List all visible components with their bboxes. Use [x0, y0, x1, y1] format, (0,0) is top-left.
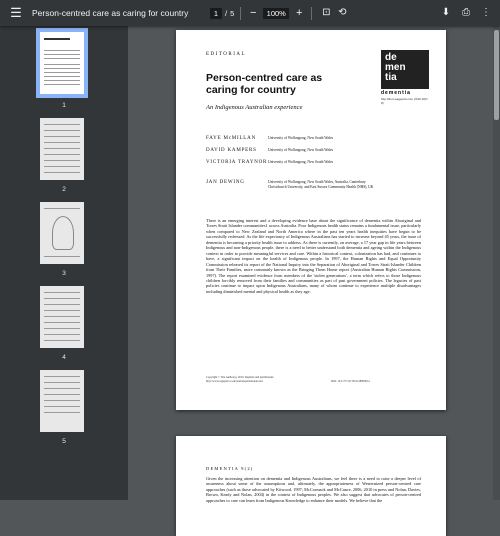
page-thumbnail-4[interactable]	[40, 286, 84, 348]
page-thumbnail-3[interactable]	[40, 202, 84, 264]
journal-name: dementia	[381, 90, 411, 96]
page-thumbnail-5[interactable]	[40, 370, 84, 432]
author-name: JAN DEWING	[206, 180, 245, 185]
document-title: Person-centred care as caring for country	[32, 8, 189, 18]
more-options-icon[interactable]: ⋮	[481, 7, 491, 18]
menu-icon[interactable]: ☰	[10, 5, 22, 20]
rotate-icon[interactable]: ⟲	[338, 7, 347, 18]
page-number-input[interactable]	[210, 8, 222, 19]
article-body: Given the increasing attention on dementia and Indigenous Australians, we feel there is a need to raise a deeper level of awareness about some of the assumptions and, ultimately, the appropriateness of Westernized person-centred care approaches (such as those advocated by Kitwood, 1997; McCormack and McCance, 2006, 2010 in press and Nolan, Davies, Brown, Keady and Nolan, 2004) in the context of Indigenous peoples. We also suggest that advocates of person-centred approaches to care can learn from Indigenous Knowledge to enhance their models. We believe that the	[206, 476, 421, 503]
author-affiliation: University of Wollongong, New South Wales	[268, 160, 333, 164]
page-indicator	[210, 8, 234, 19]
zoom-in-button[interactable]: +	[296, 7, 303, 19]
article-body: There is an emerging interest and a developing evidence base about the significance of dementia within Aboriginal and Torres Strait Islander communities1 across Australia. Poor Indigenous health status remains a fundamental issue, particularly when compared to New Zealand and North America where in the past ten years health inequities have begun to be successfully redressed. As the life expectancy of Indigenous Australians has started to increase beyond 45 years, the issue of dementia is becoming a priority health issue to address. As there is currently, on average, a 17 year gap in life years between Indigenous and non-Indigenous people, there is a need to better understand both dementia and ageing within the Indigenous context in order to provide meaningful services and care. Within a historical context, colonization has had, and continues to have, a significant impact on the health of Indigenous people. In 1997, the Human Rights and Equal Opportunity Commission released its report of the National Inquiry into the Separation of Aboriginal and Torres Strait Islander Children from Their Families, more commonly known as the Bringing Them Home report (Australian Human Rights Commission, 1997). The report examined evidence from members of the 'stolen generations', a term which refers to those Indigenous children forcibly removed from their families and communities as part of past government policies. The legacies of past policies continue to impact upon Indigenous Australians, many of whom continue to experience multiple disadvantages including diminished mental and physical health as they age.	[206, 218, 421, 294]
section-label: EDITORIAL	[206, 52, 247, 57]
pdf-toolbar	[0, 0, 500, 26]
zoom-input[interactable]	[263, 8, 289, 19]
author-name: DAVID KAMPERS	[206, 148, 257, 153]
article-subtitle: An Indigenous Australian experience	[206, 104, 303, 111]
journal-meta: http://dem.sagepub.com 2019 18(7-8)	[381, 97, 429, 105]
logo-text: de	[385, 52, 397, 63]
article-title: Person-centred care as caring for country	[206, 72, 323, 96]
figure-shape	[52, 216, 74, 250]
thumbnail-label: 5	[62, 438, 66, 445]
vertical-scrollbar[interactable]	[493, 26, 500, 500]
author-affiliation: University of Wollongong, New South Wales	[268, 136, 333, 140]
logo-text: men	[385, 62, 406, 73]
download-icon[interactable]: ⬇	[441, 7, 451, 18]
thumbnail-label: 2	[62, 186, 66, 193]
fit-page-icon[interactable]: ⊡	[322, 7, 331, 18]
print-icon[interactable]: ⎙	[462, 7, 470, 18]
pdf-page-2	[176, 436, 446, 536]
logo-text: tia	[385, 72, 397, 83]
page-thumbnail-1[interactable]	[40, 32, 84, 94]
doi-footer: DOI: 10.1177/1471301218000914	[331, 380, 370, 383]
total-pages: 5	[230, 8, 235, 18]
author-affiliation: University of Wollongong, New South Wales	[268, 148, 333, 152]
thumbnail-sidebar	[0, 26, 128, 500]
scrollbar-thumb[interactable]	[494, 30, 499, 120]
author-affiliation: University of Wollongong, New South Wales, Australia, Canterbury Christchurch University, and East Sussex Community Health (NHS), UK	[268, 180, 374, 189]
toolbar-divider	[311, 7, 312, 20]
thumbnail-label: 1	[62, 102, 66, 109]
document-viewer[interactable]	[128, 26, 500, 503]
running-header: DEMENTIA 9(2)	[206, 466, 254, 471]
copyright-footer: Copyright © The Author(s), 2019. Reprints and permissions: http://www.sagepub.co.uk/journalspermissions.nav	[206, 376, 275, 383]
journal-logo	[381, 50, 429, 89]
author-name: FAYE McMILLAN	[206, 136, 256, 141]
zoom-out-button[interactable]: −	[250, 7, 257, 19]
page-thumbnail-2[interactable]	[40, 118, 84, 180]
page-separator: /	[225, 8, 228, 18]
thumbnail-label: 3	[62, 270, 66, 277]
toolbar-divider	[240, 7, 241, 20]
thumbnail-label: 4	[62, 354, 66, 361]
pdf-page-1	[176, 30, 446, 410]
author-name: VICTORIA TRAYNOR	[206, 160, 268, 165]
